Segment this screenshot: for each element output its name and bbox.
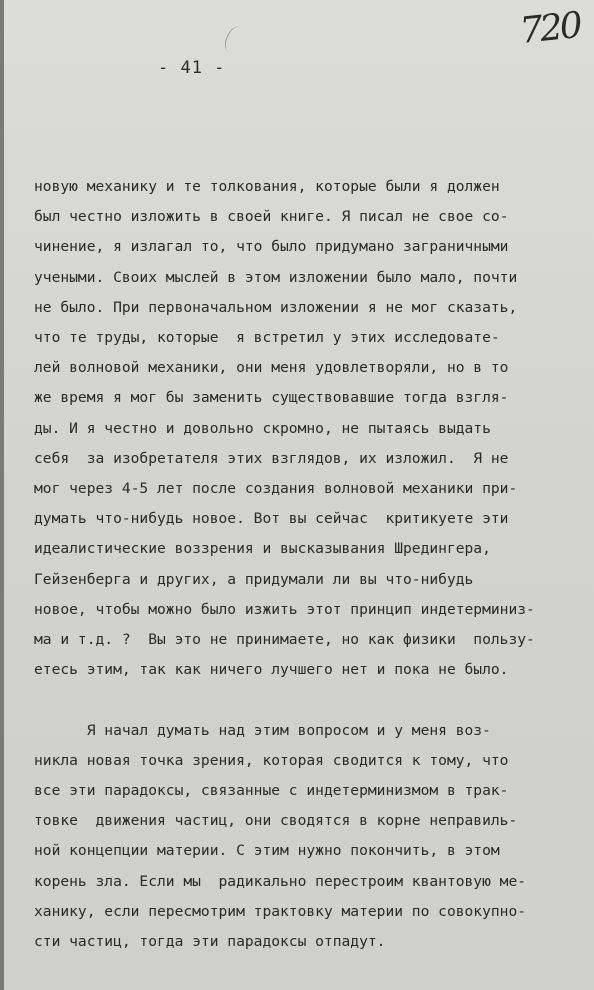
text-line: учеными. Своих мыслей в этом изложении было мало, почти [34,268,518,286]
text-line: мог через 4-5 лет после создания волновой механики при- [34,480,518,498]
page-number: - 41 - [158,58,226,78]
text-line: идеалистические воззрения и высказывания Шредингера, [34,540,491,558]
text-line: етесь этим, так как ничего лучшего нет и пока не было. [34,661,509,679]
text-line: новую механику и те толкования, которые были я должен [34,178,500,195]
text-line: все эти парадоксы, связанные с индетерминизмом в трак- [34,782,509,800]
text-line: никла новая точка зрения, которая сводится к тому, что [34,751,509,769]
text-line: не было. При первоначальном изложении я не мог сказать, [34,298,518,316]
text-line: ма и т.д. ? Вы это не принимаете, но как физики пользу- [34,631,535,649]
page-edge-shadow [0,0,4,990]
pen-mark [221,24,247,56]
text-line: товке движения частиц, они сводятся в корне неправиль- [34,812,518,830]
archive-number: 720 [518,4,582,53]
text-line: лей волновой механики, они меня удовлетворяли, но в то [34,359,509,377]
text-line: думать что-нибудь новое. Вот вы сейчас критикуете эти [34,510,509,528]
typed-body-text [34,172,586,957]
text-line: ханику, если пересмотрим трактовку материи по совокупно- [34,902,527,920]
text-line: что те труды, которые я встретил у этих исследовате- [34,329,500,347]
text-line: сти частиц, тогда эти парадоксы отпадут. [34,933,386,951]
text-line: ды. И я честно и довольно скромно, не пытаясь выдать [34,419,491,437]
text-line: себя за изобретателя этих взглядов, их изложил. Я не [34,449,509,467]
text-line: корень зла. Если мы радикально перестроим квантовую ме- [34,872,527,890]
text-line: же время я мог бы заменить существовавшие тогда взгля- [34,389,509,407]
text-line: был честно изложить в своей книге. Я писал не свое со- [34,208,509,226]
text-line: новое, чтобы можно было изжить этот принцип индетерминиз- [34,600,535,618]
text-line: чинение, я излагал то, что было придумано заграничными [34,238,509,256]
text-line: Я начал думать над этим вопросом и у меня воз- [34,721,491,739]
text-line: ной концепции материи. С этим нужно покончить, в этом [34,842,500,860]
text-line: Гейзенберга и других, а придумали ли вы что-нибудь [34,570,474,588]
